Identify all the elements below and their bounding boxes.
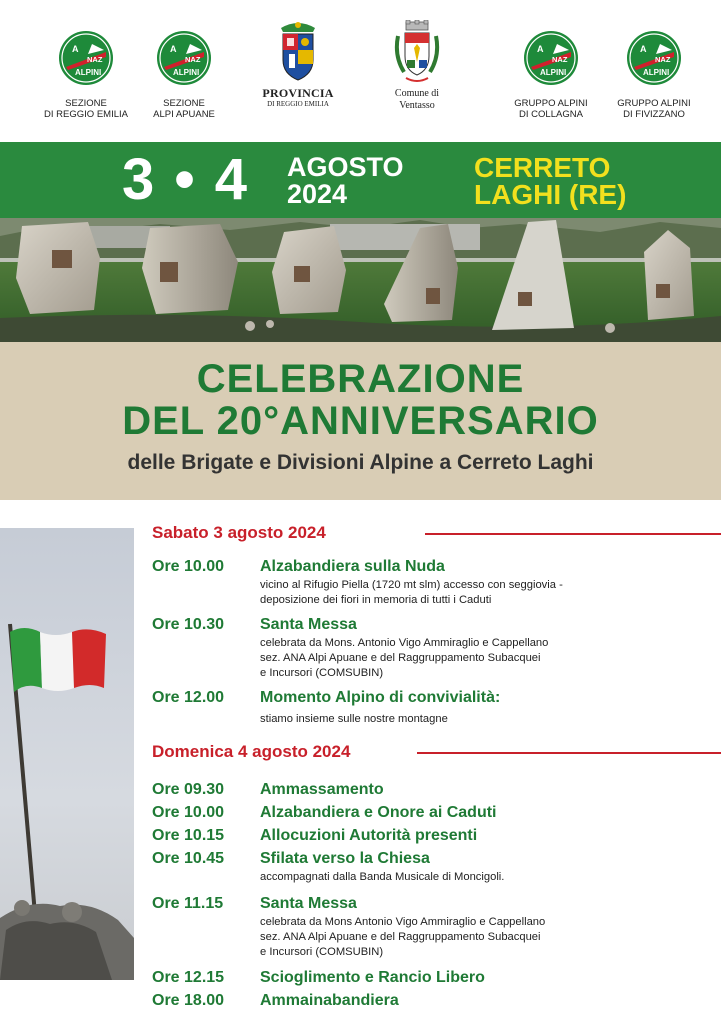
schedule-description: accompagnati dalla Banda Musicale di Moncigoli.: [260, 871, 505, 883]
day-divider: [417, 752, 721, 754]
day-heading-sunday: [152, 739, 721, 765]
logo-caption: [491, 98, 611, 120]
event-month-year: [287, 154, 404, 208]
schedule-title: Sfilata verso la Chiesa: [260, 850, 430, 867]
logo-gruppo-collagna: [491, 22, 611, 120]
schedule-title: Allocuzioni Autorità presenti: [260, 827, 478, 844]
day-divider: [425, 533, 721, 535]
comune-crest-icon: [392, 20, 442, 86]
memorial-stones-photo: [0, 218, 721, 342]
schedule-title: Santa Messa: [260, 895, 357, 912]
schedule-item: [152, 893, 721, 960]
schedule-item: [152, 990, 721, 1012]
title-subtitle: delle Brigate e Divisioni Alpine a Cerreto Laghi: [127, 451, 594, 474]
logo-comune-ventasso: [357, 20, 477, 112]
schedule-title: Scioglimento e Rancio Libero: [260, 969, 485, 986]
header-logos: [0, 0, 721, 142]
italian-flag-photo: [0, 528, 134, 980]
schedule-item: [152, 779, 721, 801]
program: [152, 520, 721, 1012]
caption-line: ALPI APUANE: [153, 109, 215, 120]
caption-line: DI REGGIO EMILIA: [44, 109, 128, 120]
event-month: AGOSTO: [287, 152, 404, 182]
schedule-title: Ammassamento: [260, 781, 384, 798]
schedule-title: Alzabandiera sulla Nuda: [260, 558, 445, 575]
schedule-description: stiamo insieme sulle nostre montagne: [260, 713, 448, 725]
caption-line: SEZIONE: [65, 98, 107, 109]
logo-provincia-reggio-emilia: [238, 18, 358, 110]
caption-line: DI COLLAGNA: [519, 109, 583, 120]
event-location-line-1: CERRETO: [474, 152, 611, 183]
event-location-line-2: LAGHI (RE): [474, 179, 627, 210]
caption-line: GRUPPO ALPINI: [617, 98, 691, 109]
schedule-time: Ore 11.15: [152, 895, 224, 912]
ana-badge-icon: [156, 30, 212, 86]
schedule-title: Santa Messa: [260, 616, 357, 633]
ana-badge-icon: [58, 30, 114, 86]
caption-line: DI FIVIZZANO: [623, 109, 685, 120]
logo-gruppo-fivizzano: [594, 22, 714, 120]
title-band: [0, 342, 721, 500]
svg-text:ALPINI: ALPINI: [75, 68, 102, 77]
event-days: 3 • 4: [122, 147, 250, 212]
schedule-item: [152, 848, 721, 885]
caption-line: GRUPPO ALPINI: [514, 98, 588, 109]
logo-caption: [594, 98, 714, 120]
event-location: [474, 154, 626, 208]
provincia-crest-icon: [273, 18, 323, 84]
schedule-item: [152, 687, 721, 727]
svg-text:A: A: [640, 44, 647, 54]
schedule-description: celebrata da Mons. Antonio Vigo Ammiraglio e Cappellano sez. ANA Alpi Apuane e del Raggruppamento Subacquei e Incursori (COMSUBIN): [260, 637, 549, 679]
schedule-item: [152, 614, 721, 681]
schedule-time: Ore 10.45: [152, 850, 225, 867]
schedule-title: Ammainabandiera: [260, 992, 399, 1009]
schedule-title: Alzabandiera e Onore ai Caduti: [260, 804, 497, 821]
logo-caption: [238, 88, 358, 110]
svg-text:NAZ: NAZ: [655, 55, 671, 64]
schedule-item: [152, 967, 721, 989]
logo-caption: [357, 88, 477, 112]
schedule-time: Ore 12.00: [152, 689, 225, 706]
caption-line: Ventasso: [399, 100, 435, 111]
schedule-time: Ore 12.15: [152, 969, 225, 986]
event-year: 2024: [287, 179, 348, 209]
svg-text:ALPINI: ALPINI: [540, 68, 567, 77]
schedule-item: [152, 802, 721, 824]
svg-text:A: A: [170, 44, 177, 54]
schedule-time: Ore 10.00: [152, 804, 225, 821]
schedule-time: Ore 10.00: [152, 558, 225, 575]
schedule-time: Ore 09.30: [152, 781, 225, 798]
svg-text:ALPINI: ALPINI: [643, 68, 670, 77]
schedule-item: [152, 556, 721, 608]
day-heading-saturday: [152, 520, 721, 546]
svg-text:A: A: [72, 44, 79, 54]
date-band: [0, 142, 721, 218]
day-title: Sabato 3 agosto 2024: [152, 523, 326, 542]
svg-text:NAZ: NAZ: [87, 55, 103, 64]
schedule-time: Ore 18.00: [152, 992, 225, 1009]
svg-text:NAZ: NAZ: [185, 55, 201, 64]
svg-text:ALPINI: ALPINI: [173, 68, 200, 77]
caption-line: Comune di: [394, 88, 440, 99]
schedule-description: celebrata da Mons Antonio Vigo Ammiraglio e Cappellano sez. ANA Alpi Apuane e del Raggruppamento Subacquei e Incursori (COMSUBIN): [260, 916, 546, 958]
schedule-item: [152, 825, 721, 847]
schedule-title: Momento Alpino di convivialità:: [260, 689, 501, 706]
title-line-2: DEL 20°ANNIVERSARIO: [122, 399, 599, 443]
caption-line: DI REGGIO EMILIA: [267, 100, 329, 108]
caption-line: SEZIONE: [163, 98, 205, 109]
logo-caption: [124, 98, 244, 120]
ana-badge-icon: [626, 30, 682, 86]
svg-text:A: A: [537, 44, 544, 54]
day-title: Domenica 4 agosto 2024: [152, 742, 351, 761]
schedule-time: Ore 10.30: [152, 616, 225, 633]
ana-badge-icon: [523, 30, 579, 86]
caption-line: PROVINCIA: [262, 86, 334, 100]
svg-text:NAZ: NAZ: [552, 55, 568, 64]
schedule-time: Ore 10.15: [152, 827, 225, 844]
logo-sezione-alpi-apuane: [124, 22, 244, 120]
title-line-1: CELEBRAZIONE: [196, 357, 525, 401]
schedule-description: vicino al Rifugio Piella (1720 mt slm) accesso con seggiovia - deposizione dei fiori in memoria di tutti i Caduti: [260, 579, 563, 606]
